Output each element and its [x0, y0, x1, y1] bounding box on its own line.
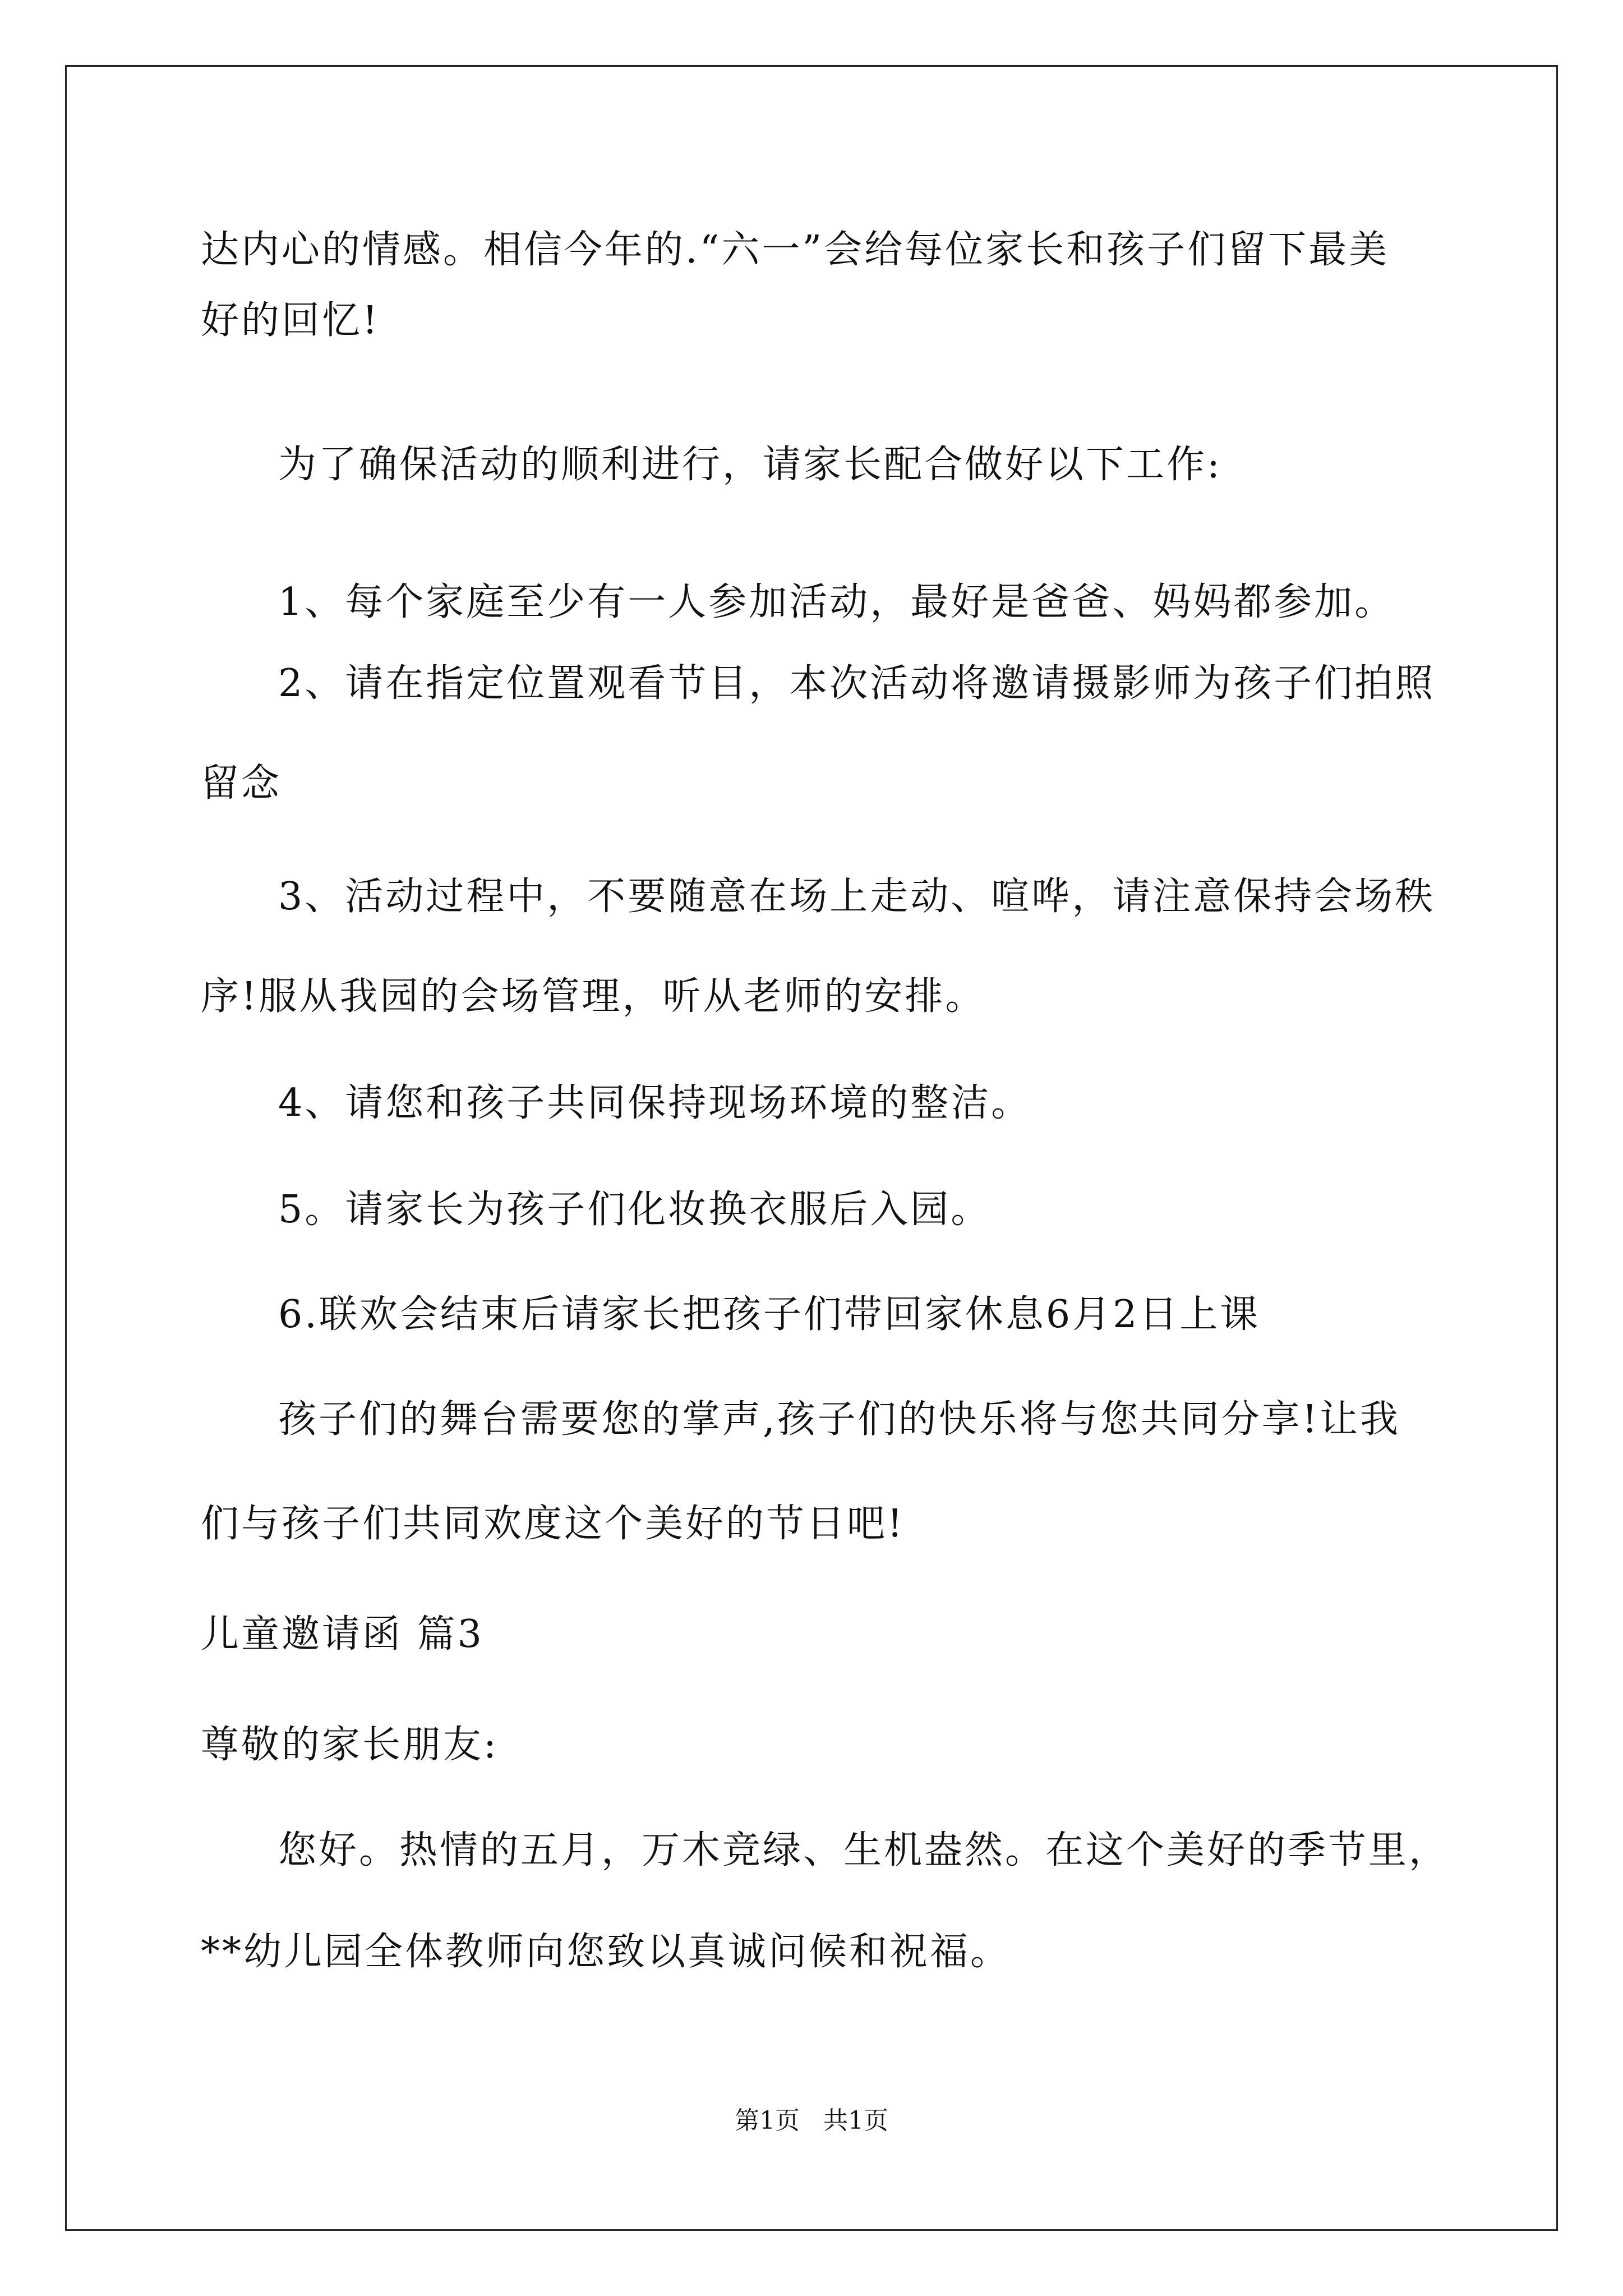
- salutation: 尊敬的家长朋友:: [201, 1723, 499, 1767]
- text-line: 达内心的情感。相信今年的.“六一”会给每位家长和孩子们留下最美: [201, 228, 1390, 272]
- text-line: 留念: [201, 761, 282, 806]
- text-line: 您好。热情的五月，万木竞绿、生机盎然。在这个美好的季节里，: [278, 1828, 1450, 1872]
- text-line: 1、每个家庭至少有一人参加活动，最好是爸爸、妈妈都参加。: [278, 580, 1395, 624]
- text-line: 们与孩子们共同欢度这个美好的节日吧!: [201, 1502, 905, 1546]
- text-line: **幼儿园全体教师向您致以真诚问候和祝福。: [201, 1930, 1011, 1974]
- text-line: 4、请您和孩子共同保持现场环境的整洁。: [278, 1081, 1032, 1125]
- page-frame: [65, 65, 1558, 2231]
- text-line: 为了确保活动的顺利进行，请家长配合做好以下工作:: [278, 443, 1222, 487]
- text-line: 5。请家长为孩子们化妆换衣服后入园。: [278, 1188, 992, 1232]
- text-line: 序!服从我园的会场管理，听从老师的安排。: [201, 974, 986, 1019]
- text-line: 3、活动过程中，不要随意在场上走动、喧哗，请注意保持会场秩: [278, 875, 1436, 919]
- section-heading: 儿童邀请函 篇3: [201, 1612, 484, 1657]
- text-line: 6.联欢会结束后请家长把孩子们带回家休息6月2日上课: [278, 1292, 1261, 1337]
- text-line: 2、请在指定位置观看节目，本次活动将邀请摄影师为孩子们拍照: [278, 661, 1436, 706]
- text-line: 好的回忆!: [201, 298, 380, 343]
- text-line: 孩子们的舞台需要您的掌声,孩子们的快乐将与您共同分享!让我: [278, 1397, 1400, 1442]
- page-number-footer: 第1页 共1页: [735, 2106, 888, 2135]
